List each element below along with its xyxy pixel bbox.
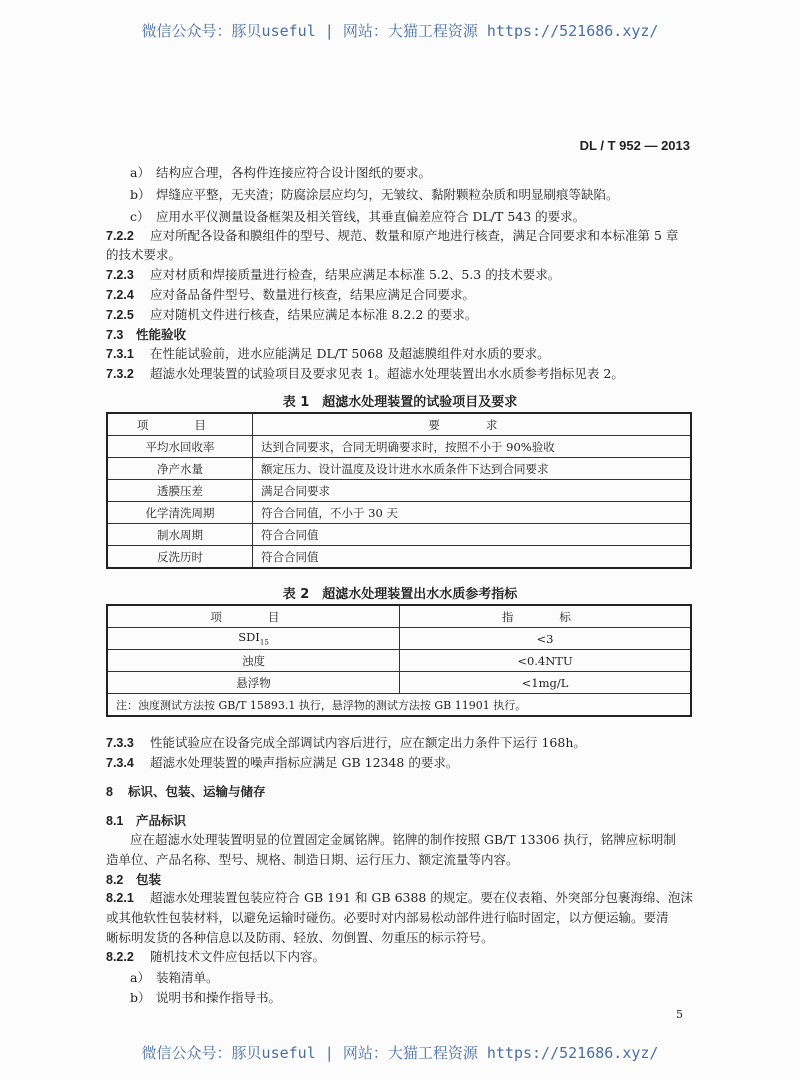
clause-text: 应对材质和焊接质量进行检查，结果应满足本标准 5.2、5.3 的技术要求。 (150, 267, 561, 282)
clause-number: 8 (106, 785, 113, 799)
text-line (130, 163, 431, 181)
clause-number: c） (130, 209, 150, 224)
clause-text: 包装 (136, 872, 162, 887)
clause-number: 7.3.3 (106, 736, 134, 750)
text-line (106, 733, 586, 751)
watermark-top: 微信公众号：豚贝useful | 网站：大猫工程资源 https://521686.xyz/ (141, 22, 659, 40)
table2-cell: 悬浮物 (107, 672, 400, 694)
table1-row (107, 502, 691, 524)
table2-note: 注：浊度测试方法按 GB/T 15893.1 执行，悬浮物的测试方法按 GB 11901 执行。 (107, 694, 691, 717)
table1-cell: 符合合同值，不小于 30 天 (253, 502, 692, 524)
text-line (106, 811, 186, 829)
text-line (106, 870, 161, 888)
table1-cell: 透膜压差 (107, 480, 253, 502)
table1 (106, 412, 692, 569)
table1-row (107, 436, 691, 458)
clause-text: 或其他软性包装材料，以避免运输时碰伤。必要时对内部易松动部件进行临时固定，以方便运输。要清 (106, 910, 669, 925)
table2-cell: 浊度 (107, 650, 400, 672)
text-line (106, 325, 186, 343)
clause-text: 标识、包装、运输与储存 (128, 784, 266, 799)
table1-header: 要 求 (428, 417, 515, 432)
text-line (106, 947, 325, 965)
text-line (106, 850, 519, 868)
clause-text: 应对备品备件型号、数量进行核查，结果应满足合同要求。 (150, 287, 476, 302)
table1-cell: 额定压力、设计温度及设计进水水质条件下达到合同要求 (253, 458, 692, 480)
clause-number: 8.2.1 (106, 891, 134, 905)
clause-text: 应在超滤水处理装置明显的位置固定金属铭牌。铭牌的制作按照 GB/T 13306 执行，铭牌应标明制 (130, 832, 676, 847)
table1-cell: 达到合同要求，合同无明确要求时，按照不小于 90%验收 (253, 436, 692, 458)
table1-cell: 制水周期 (107, 524, 253, 546)
clause-text: 产品标识 (136, 813, 187, 828)
table1-cell: 符合合同值 (253, 546, 692, 569)
clause-text: 结构应合理，各构件连接应符合设计图纸的要求。 (156, 165, 432, 180)
text-line (106, 265, 560, 283)
text-line (106, 305, 477, 323)
table1-cell: 平均水回收率 (107, 436, 253, 458)
clause-number: a） (130, 970, 150, 985)
clause-text: 随机技术文件应包括以下内容。 (150, 949, 326, 964)
text-line (106, 888, 693, 906)
text-line (106, 364, 624, 382)
clause-text: 的技术要求。 (106, 247, 182, 262)
clause-text: 造单位、产品名称、型号、规格、制造日期、运行压力、额定流量等内容。 (106, 852, 519, 867)
table2-cell: <0.4NTU (400, 650, 692, 672)
text-line (106, 245, 181, 263)
text-line (130, 968, 219, 986)
table2-header: 项 目 (210, 609, 297, 624)
text-line (106, 285, 475, 303)
clause-text: 装箱清单。 (156, 970, 219, 985)
table2-title: 表 2 超滤水处理装置出水水质参考指标 (282, 587, 518, 602)
text-line (130, 988, 281, 1006)
clause-text: 焊缝应平整，无夹渣；防腐涂层应均匀，无皱纹、黏附颗粒杂质和明显刷痕等缺陷。 (156, 187, 619, 202)
text-line (106, 344, 550, 362)
text-line (130, 185, 619, 203)
clause-text: 超滤水处理装置的试验项目及要求见表 1。超滤水处理装置出水水质参考指标见表 2。 (150, 366, 624, 381)
clause-text: 性能验收 (136, 327, 187, 342)
clause-number: 7.2.3 (106, 268, 134, 282)
clause-text: 在性能试验前，进水应能满足 DL/T 5068 及超滤膜组件对水质的要求。 (150, 346, 550, 361)
clause-number: 7.3 (106, 328, 124, 342)
clause-text: 超滤水处理装置包装应符合 GB 191 和 GB 6388 的规定。要在仪表箱、外突部分包裹海绵、泡沫 (150, 890, 693, 905)
page-number: 5 (676, 1008, 683, 1021)
table2-cell: <1mg/L (400, 672, 692, 694)
clause-number: 7.2.2 (106, 229, 134, 243)
clause-text: 应用水平仪测量设备框架及相关管线，其垂直偏差应符合 DL/T 543 的要求。 (156, 209, 586, 224)
standard-number-header: DL / T 952 — 2013 (579, 138, 690, 153)
table2-cell: <3 (400, 628, 692, 650)
clause-number: 7.3.2 (106, 367, 134, 381)
clause-number: 7.3.4 (106, 756, 134, 770)
clause-number: a） (130, 165, 150, 180)
table1-row (107, 480, 691, 502)
clause-text: 超滤水处理装置的噪声指标应满足 GB 12348 的要求。 (150, 755, 459, 770)
text-line (130, 830, 676, 848)
table1-row (107, 546, 691, 569)
table2 (106, 604, 692, 717)
clause-number: 8.2.2 (106, 950, 134, 964)
text-line (106, 782, 266, 800)
table2-header: 指 标 (501, 609, 589, 624)
clause-text: 说明书和操作指导书。 (156, 990, 282, 1005)
text-line (106, 908, 669, 926)
table1-cell: 反洗历时 (107, 546, 253, 569)
table1-row (107, 524, 691, 546)
table1-cell: 满足合同要求 (253, 480, 692, 502)
clause-text: 应对随机文件进行核查，结果应满足本标准 8.2.2 的要求。 (150, 307, 478, 322)
clause-number: b） (130, 187, 151, 202)
clause-number: b） (130, 990, 151, 1005)
clause-number: 8.1 (106, 814, 124, 828)
table1-cell: 净产水量 (107, 458, 253, 480)
clause-text: 性能试验应在设备完成全部调试内容后进行，应在额定出力条件下运行 168h。 (150, 735, 586, 750)
watermark-bottom: 微信公众号：豚贝useful | 网站：大猫工程资源 https://521686.xyz/ (141, 1044, 659, 1062)
clause-number: 7.2.5 (106, 308, 134, 322)
table1-row (107, 458, 691, 480)
clause-number: 7.3.1 (106, 347, 134, 361)
clause-text: 应对所配各设备和膜组件的型号、规范、数量和原产地进行核查，满足合同要求和本标准第 5 章 (150, 228, 679, 243)
table1-cell: 化学清洗周期 (107, 502, 253, 524)
text-line (130, 207, 585, 225)
table2-cell: $SDI_{15}$ (107, 628, 400, 650)
table1-header: 项 目 (136, 417, 224, 432)
clause-number: 7.2.4 (106, 288, 134, 302)
text-line (106, 753, 458, 771)
clause-number: 8.2 (106, 873, 124, 887)
clause-text: 晰标明发货的各种信息以及防雨、轻放、勿倒置、勿重压的标示符号。 (106, 930, 494, 945)
table1-cell: 符合合同值 (253, 524, 692, 546)
table1-title: 表 1 超滤水处理装置的试验项目及要求 (282, 395, 518, 410)
text-line (106, 226, 678, 244)
text-line (106, 928, 494, 946)
